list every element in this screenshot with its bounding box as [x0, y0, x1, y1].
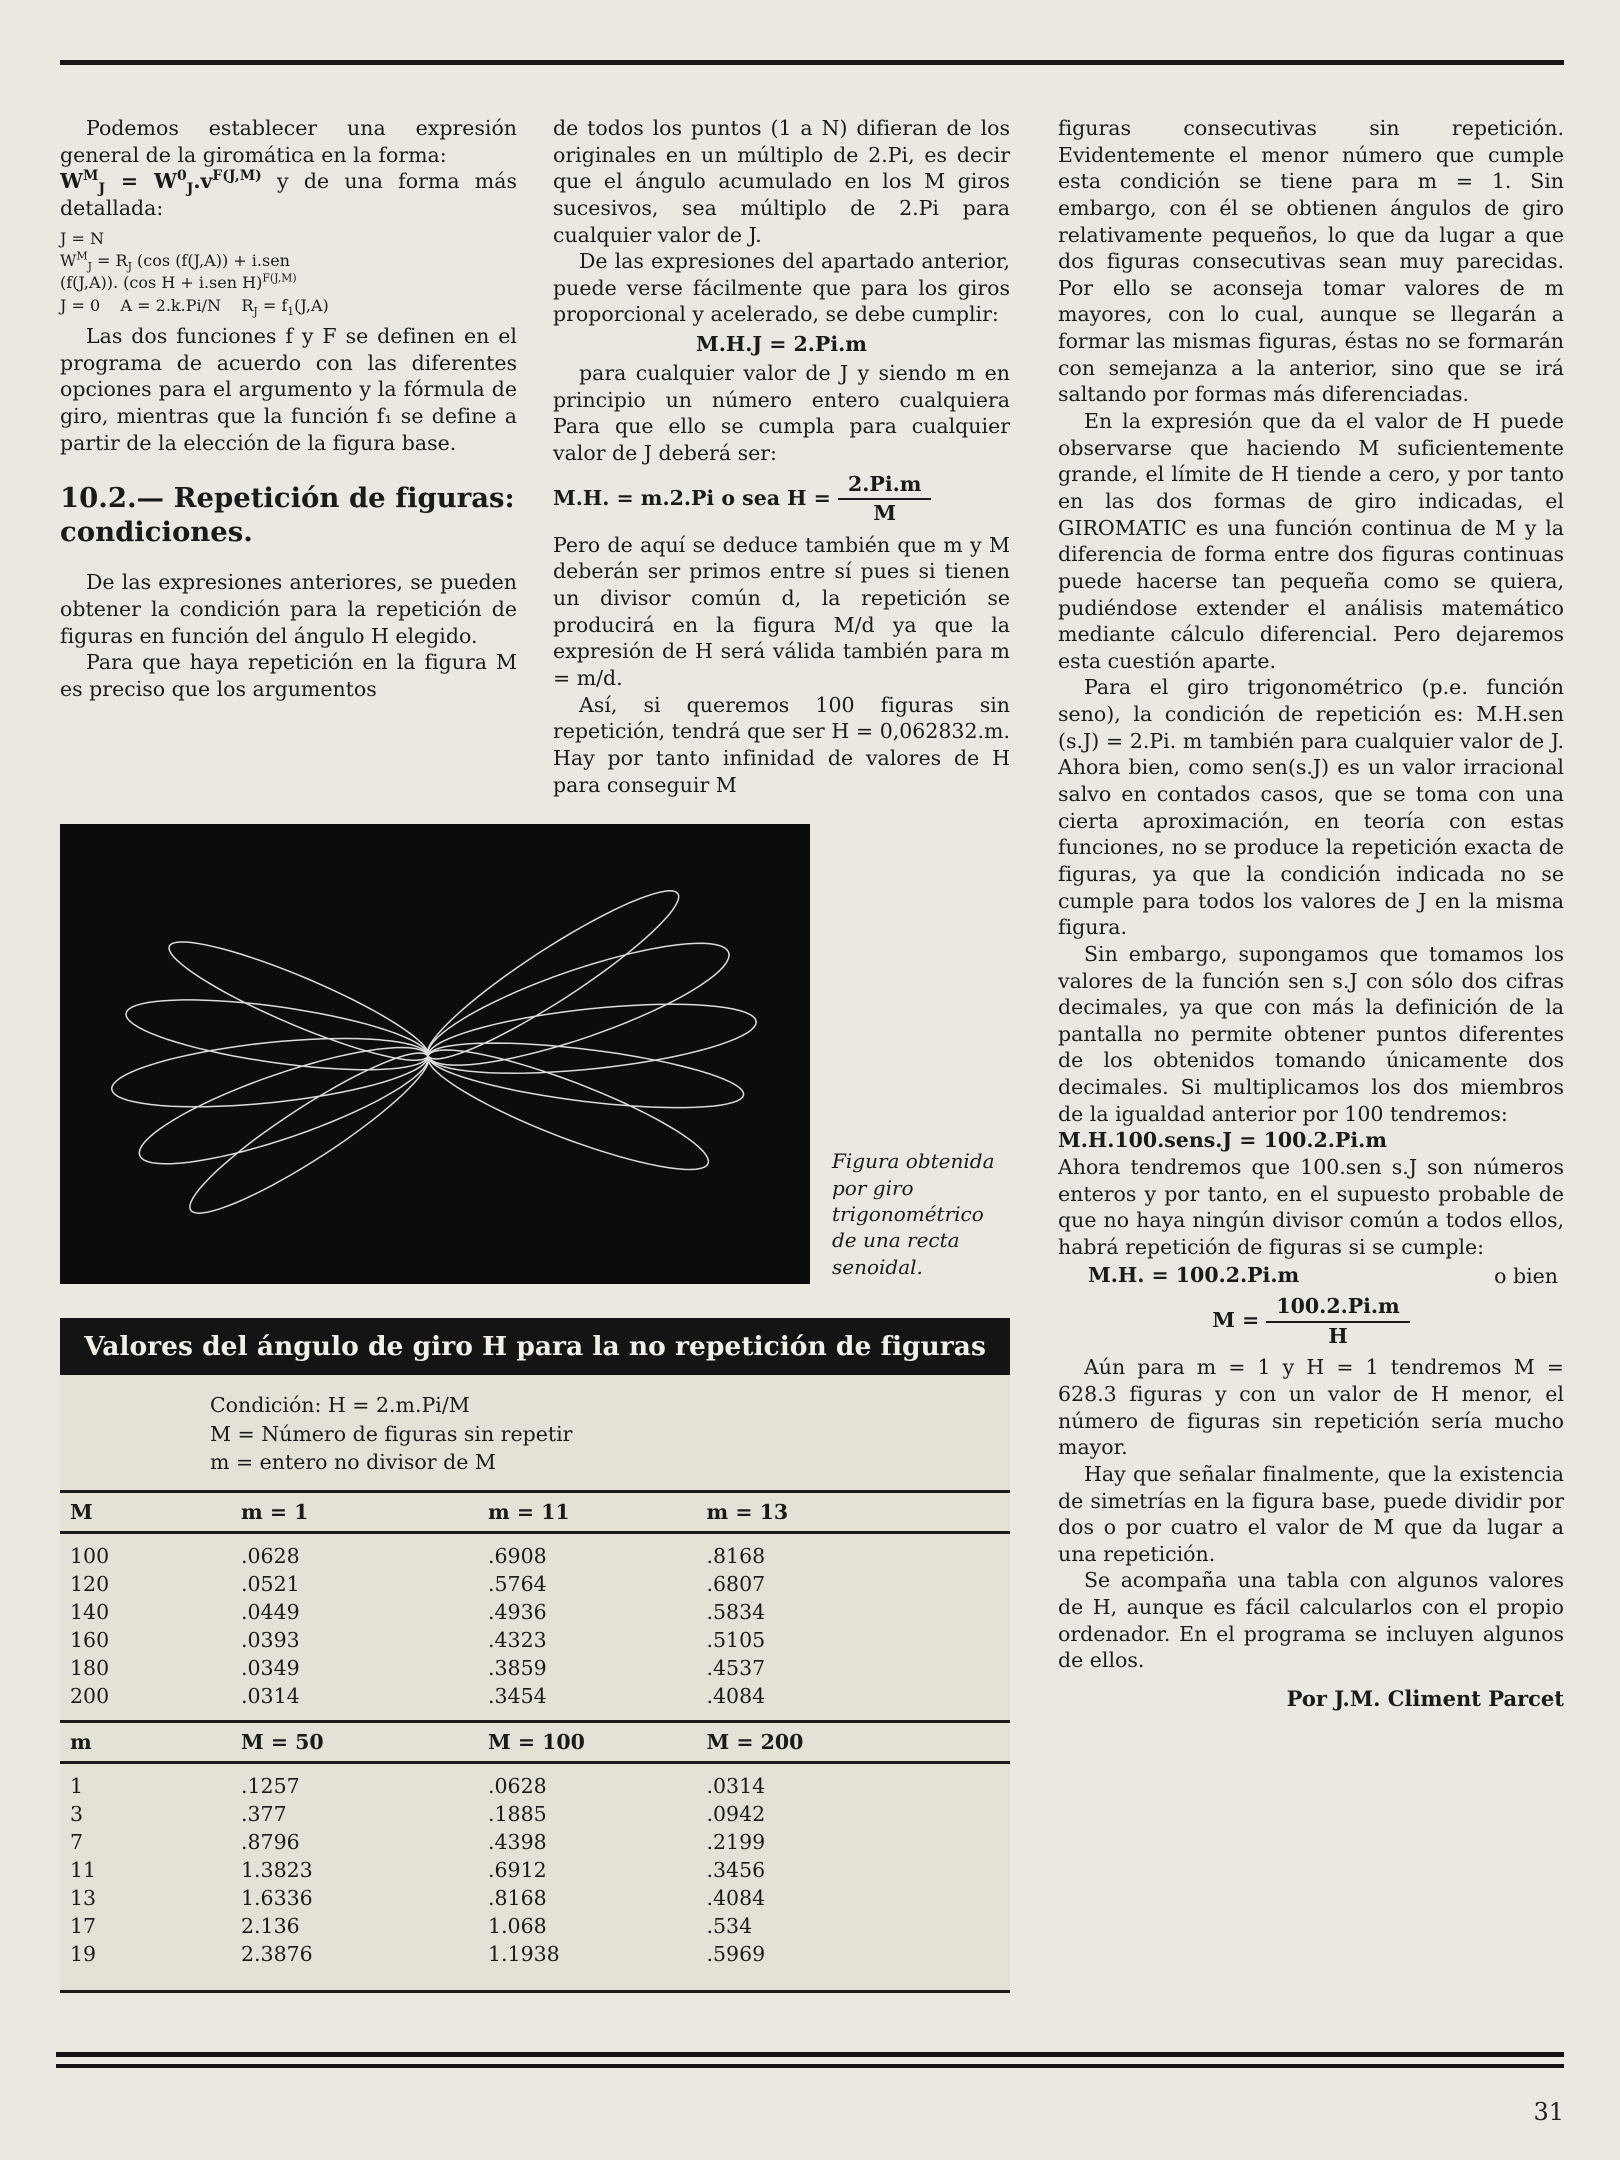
- page-number: 31: [1533, 2098, 1564, 2126]
- paragraph: De las expresiones anteriores, se pueden obtener la condición para la repetición de figuras en función del ángulo H elegido.: [60, 570, 517, 648]
- paragraph: Podemos establecer una expresión general de la giromática en la forma:: [60, 116, 517, 167]
- formula-repetition-condition: M.H.J = 2.Pi.m: [696, 332, 867, 357]
- table-conditions: [60, 1375, 1010, 1490]
- table-cell: .2199: [706, 1830, 766, 1855]
- left-region: [60, 115, 1010, 1993]
- table-cell: 1.1938: [488, 1942, 560, 1967]
- formula-limit-lower: J = 0 A = 2.k.Pi/N $R_J = f_1(J,A)$: [60, 295, 329, 318]
- table-row: [60, 1682, 1010, 1722]
- condition-line: M = Número de figuras sin repetir: [210, 1421, 573, 1446]
- table-cell: 13: [70, 1886, 97, 1911]
- table-row: [60, 1940, 1010, 1978]
- paragraph: Ahora tendremos que 100.sen s.J son números enteros y por tanto, en el supuesto probable de que no haya ningún divisor común a todos ellos, habrá repetición de figuras si se cumple:: [1058, 1154, 1564, 1259]
- column-1: [60, 115, 517, 798]
- fraction-numerator: 100.2.Pi.m: [1266, 1295, 1409, 1323]
- table-cell: .5834: [706, 1600, 766, 1625]
- figure-block: [60, 824, 1010, 1284]
- table-cell: .534: [706, 1914, 753, 1939]
- condition-line: m = entero no divisor de M: [210, 1449, 496, 1474]
- table-row: [60, 1598, 1010, 1626]
- figure-petal-curve: [139, 1048, 428, 1164]
- paragraph: figuras consecutivas sin repetición. Evidentemente el menor número que cumple esta condición se tiene para m = 1. Sin embargo, con él se obtienen ángulos de giro relativamente pequeños, lo que da lugar a que dos figuras consecutivas sean muy parecidas. Por ello se aconseja tomar valores de m mayores, con lo cual, aunque se llegarán a formar las mismas figuras, éstas no se formarán con semejanza a la anterior, sino que se irá saltando por formas más diferenciadas.: [1058, 116, 1564, 407]
- table-cell: .0314: [241, 1684, 300, 1709]
- table-header-cell: m: [60, 1722, 231, 1763]
- table-row: [60, 1884, 1010, 1912]
- section-heading: 10.2.— Repetición de figuras: condiciones.: [60, 482, 515, 548]
- fraction-numerator: 2.Pi.m: [838, 473, 931, 501]
- column-3: [1058, 115, 1564, 1993]
- table-header-cell: m = 1: [231, 1492, 478, 1533]
- table-cell: 1.3823: [241, 1858, 313, 1883]
- table-cell: .8168: [706, 1544, 766, 1569]
- paragraph: Aún para m = 1 y H = 1 tendremos M = 628.3 figuras y con un valor de H menor, el número de figuras sin repetición sería mucho mayor.: [1058, 1355, 1564, 1460]
- table-header-cell: m = 11: [478, 1492, 697, 1533]
- paragraph: Hay que señalar finalmente, que la existencia de simetrías en la figura base, puede dividir por dos o por cuatro el valor de M que da lugar a una repetición.: [1058, 1461, 1564, 1566]
- table-row: [60, 1763, 1010, 1801]
- paragraph: Para que haya repetición en la figura M es preciso que los argumentos: [60, 650, 517, 701]
- formula-expression: $W^M_J = W^0_J.v^{F(J,M)}$: [60, 168, 262, 198]
- figure-petal-curve: [190, 1053, 429, 1213]
- table-cell: 140: [70, 1600, 110, 1625]
- table-cell: 100: [70, 1544, 110, 1569]
- fraction: [1266, 1295, 1409, 1348]
- table-row: [60, 1800, 1010, 1828]
- fraction-denominator: H: [1328, 1323, 1348, 1348]
- formula-M-value: [1058, 1295, 1564, 1348]
- table-cell: .5764: [488, 1572, 547, 1597]
- table-cell: .0349: [241, 1656, 300, 1681]
- table-row: [60, 1856, 1010, 1884]
- values-table: [60, 1318, 1010, 1993]
- table-cell: .0314: [706, 1774, 766, 1799]
- formula-MH-line: [1058, 1261, 1564, 1290]
- table-cell: 2.3876: [241, 1942, 313, 1967]
- table-cell: 11: [70, 1858, 97, 1883]
- table-cell: .1257: [241, 1774, 300, 1799]
- table-header-section2: [60, 1722, 1010, 1763]
- formula-o-bien: o bien: [1494, 1263, 1558, 1288]
- table-cell: 3: [70, 1802, 84, 1827]
- table-grid: [60, 1490, 1010, 1978]
- table-body-section1: [60, 1533, 1010, 1722]
- table-cell: 17: [70, 1914, 97, 1939]
- table-row: [60, 1626, 1010, 1654]
- formula-prefix: M.H. = m.2.Pi o sea H =: [553, 485, 838, 510]
- table-cell: .4084: [706, 1684, 766, 1709]
- table-cell: 19: [70, 1942, 97, 1967]
- table-cell: .5105: [706, 1628, 766, 1653]
- table-cell: .0521: [241, 1572, 300, 1597]
- table-cell: .0393: [241, 1628, 300, 1653]
- formula-H-value: [553, 473, 1010, 526]
- formula-main-line2: (f(J,A)). (cos H + i.sen H)$^{F(J,M)}$: [60, 272, 297, 293]
- table-cell: .4398: [488, 1830, 547, 1855]
- table-cell: .377: [241, 1802, 287, 1827]
- formula-prefix: M =: [1212, 1308, 1267, 1333]
- figure-petal-curve: [428, 1005, 756, 1074]
- paragraph: de todos los puntos (1 a N) difieran de los originales en un múltiplo de 2.Pi, es decir que el ángulo acumulado en los M giros sucesivos, sea múltiplo de 2.Pi para cualquier valor de J.: [553, 116, 1010, 247]
- table-header-cell: m = 13: [697, 1492, 1011, 1533]
- paragraph: De las expresiones del apartado anterior, puede verse fácilmente que para los giros proporcional y acelerado, se debe cumplir:: [553, 249, 1010, 327]
- formula-giromatic-general: [60, 168, 517, 221]
- table-cell: .0628: [241, 1544, 300, 1569]
- table-cell: .8168: [488, 1886, 547, 1911]
- table-cell: .3859: [488, 1656, 547, 1681]
- table-cell: .0449: [241, 1600, 300, 1625]
- formula-limit-upper: J = N: [60, 228, 104, 248]
- table-body-section2: [60, 1763, 1010, 1979]
- figure-image: [60, 824, 810, 1284]
- table-cell: .3456: [706, 1858, 766, 1883]
- table-row: [60, 1533, 1010, 1571]
- table-cell: 1: [70, 1774, 84, 1799]
- formula-multiplied: M.H.100.sens.J = 100.2.Pi.m: [1058, 1128, 1387, 1153]
- table-cell: .4084: [706, 1886, 766, 1911]
- figure-petal-curve: [427, 891, 679, 1059]
- table-header-cell: M = 100: [478, 1722, 697, 1763]
- bottom-rule-divider: [56, 2052, 1564, 2068]
- paragraph: Sin embargo, supongamos que tomamos los valores de la función sen s.J con sólo dos cifras decimales, ya que con más la definición de la pantalla no permite obtener puntos diferentes de los obtenidos tomando únicamente dos decimales. Si multiplicamos los dos miembros de la igualdad anterior por 100 tendremos:: [1058, 941, 1564, 1126]
- paragraph: Las dos funciones f y F se definen en el programa de acuerdo con las diferentes opciones para el argumento y la fórmula de giro, mientras que la función f₁ se define a partir de la elección de la figura base.: [60, 324, 517, 455]
- figure-petal-curve: [169, 942, 428, 1060]
- table-row: [60, 1828, 1010, 1856]
- table-cell: .4936: [488, 1600, 547, 1625]
- table-cell: .5969: [706, 1942, 766, 1967]
- table-cell: 180: [70, 1656, 110, 1681]
- text-columns: [60, 115, 1010, 798]
- table-cell: 200: [70, 1684, 110, 1709]
- table-cell: .3454: [488, 1684, 547, 1709]
- table-cell: 2.136: [241, 1914, 300, 1939]
- paragraph: En la expresión que da el valor de H puede observarse que haciendo M suficientemente grande, el límite de H tiende a cero, y por tanto en las dos formas de giro indicadas, el GIROMATIC es una función continua de M y la diferencia de forma entre dos figuras continuas puede hacerse tan pequeña como se quiera, pudiéndose extender el análisis matemático mediante cálculo diferencial. Pero dejaremos esta cuestión aparte.: [1058, 409, 1564, 673]
- table-cell: .0942: [706, 1802, 766, 1827]
- formula-display-block: [60, 228, 517, 318]
- paragraph: Así, si queremos 100 figuras sin repetición, tendrá que ser H = 0,062832.m. Hay por tanto infinidad de valores de H para conseguir M: [553, 692, 1010, 797]
- table-cell: .6908: [488, 1544, 547, 1569]
- figure-curve: [60, 824, 810, 1284]
- figure-petal-curve: [428, 1050, 709, 1170]
- paragraph: Se acompaña una tabla con algunos valores de H, aunque es fácil calcularlos con el propio ordenador. En el programa se incluyen algunos de ellos.: [1058, 1568, 1564, 1673]
- figure-caption: Figura obtenida por giro trigonométrico de una recta senoidal.: [832, 1149, 995, 1279]
- table-header-cell: M: [60, 1492, 231, 1533]
- formula-left: M.H. = 100.2.Pi.m: [1088, 1262, 1300, 1287]
- table-header-cell: M = 50: [231, 1722, 478, 1763]
- formula-main-line: $W^M_J = R_J$ (cos (f(J,A)) + i.sen: [60, 249, 290, 274]
- paragraph: Pero de aquí se deduce también que m y M deberán ser primos entre sí pues si tienen un divisor común d, la repetición se producirá en la figura M/d ya que la expresión de H será válida también para m = m/d.: [553, 532, 1010, 691]
- condition-line: Condición: H = 2.m.Pi/M: [210, 1393, 470, 1418]
- column-2: [553, 115, 1010, 798]
- fraction: [838, 473, 931, 526]
- formula-tail-text: y de una forma más detallada:: [60, 169, 517, 220]
- table-row: [60, 1654, 1010, 1682]
- table-cell: .1885: [488, 1802, 547, 1827]
- table-cell: 1.068: [488, 1914, 547, 1939]
- table-header-cell: M = 200: [697, 1722, 1011, 1763]
- table-cell: .0628: [488, 1774, 547, 1799]
- table-cell: .4323: [488, 1628, 547, 1653]
- fraction-denominator: M: [873, 501, 897, 526]
- author-byline: Por J.M. Climent Parcet: [1286, 1686, 1564, 1711]
- table-cell: .6912: [488, 1858, 547, 1883]
- table-cell: .6807: [706, 1572, 766, 1597]
- table-header-row: [60, 1492, 1010, 1533]
- paragraph: para cualquier valor de J y siendo m en principio un número entero cualquiera Para que ello se cumpla para cualquier valor de J deberá ser:: [553, 361, 1010, 466]
- table-cell: .8796: [241, 1830, 300, 1855]
- top-rule-divider: [60, 60, 1564, 65]
- table-cell: 1.6336: [241, 1886, 313, 1911]
- page-content: [60, 115, 1564, 1993]
- table-cell: 7: [70, 1830, 84, 1855]
- table-title: Valores del ángulo de giro H para la no repetición de figuras: [60, 1318, 1010, 1375]
- page-footer: [56, 2052, 1564, 2126]
- table-header-row: [60, 1722, 1010, 1763]
- paragraph: Para el giro trigonométrico (p.e. función seno), la condición de repetición es: M.H.sen (s.J) = 2.Pi. m también para cualquier valor de J. Ahora bien, como sen(s.J) es un valor irracional salvo en contados casos, que se toma con una cierta aproximación, en teoría con estas funciones, no se produce la repetición exacta de figuras, ya que la condición indicada no se cumple para todos los valores de J en la misma figura.: [1058, 675, 1564, 940]
- table-cell: 160: [70, 1628, 110, 1653]
- table-cell: .4537: [706, 1656, 766, 1681]
- table-row: [60, 1912, 1010, 1940]
- table-header-section1: [60, 1492, 1010, 1533]
- table-row: [60, 1570, 1010, 1598]
- table-cell: 120: [70, 1572, 110, 1597]
